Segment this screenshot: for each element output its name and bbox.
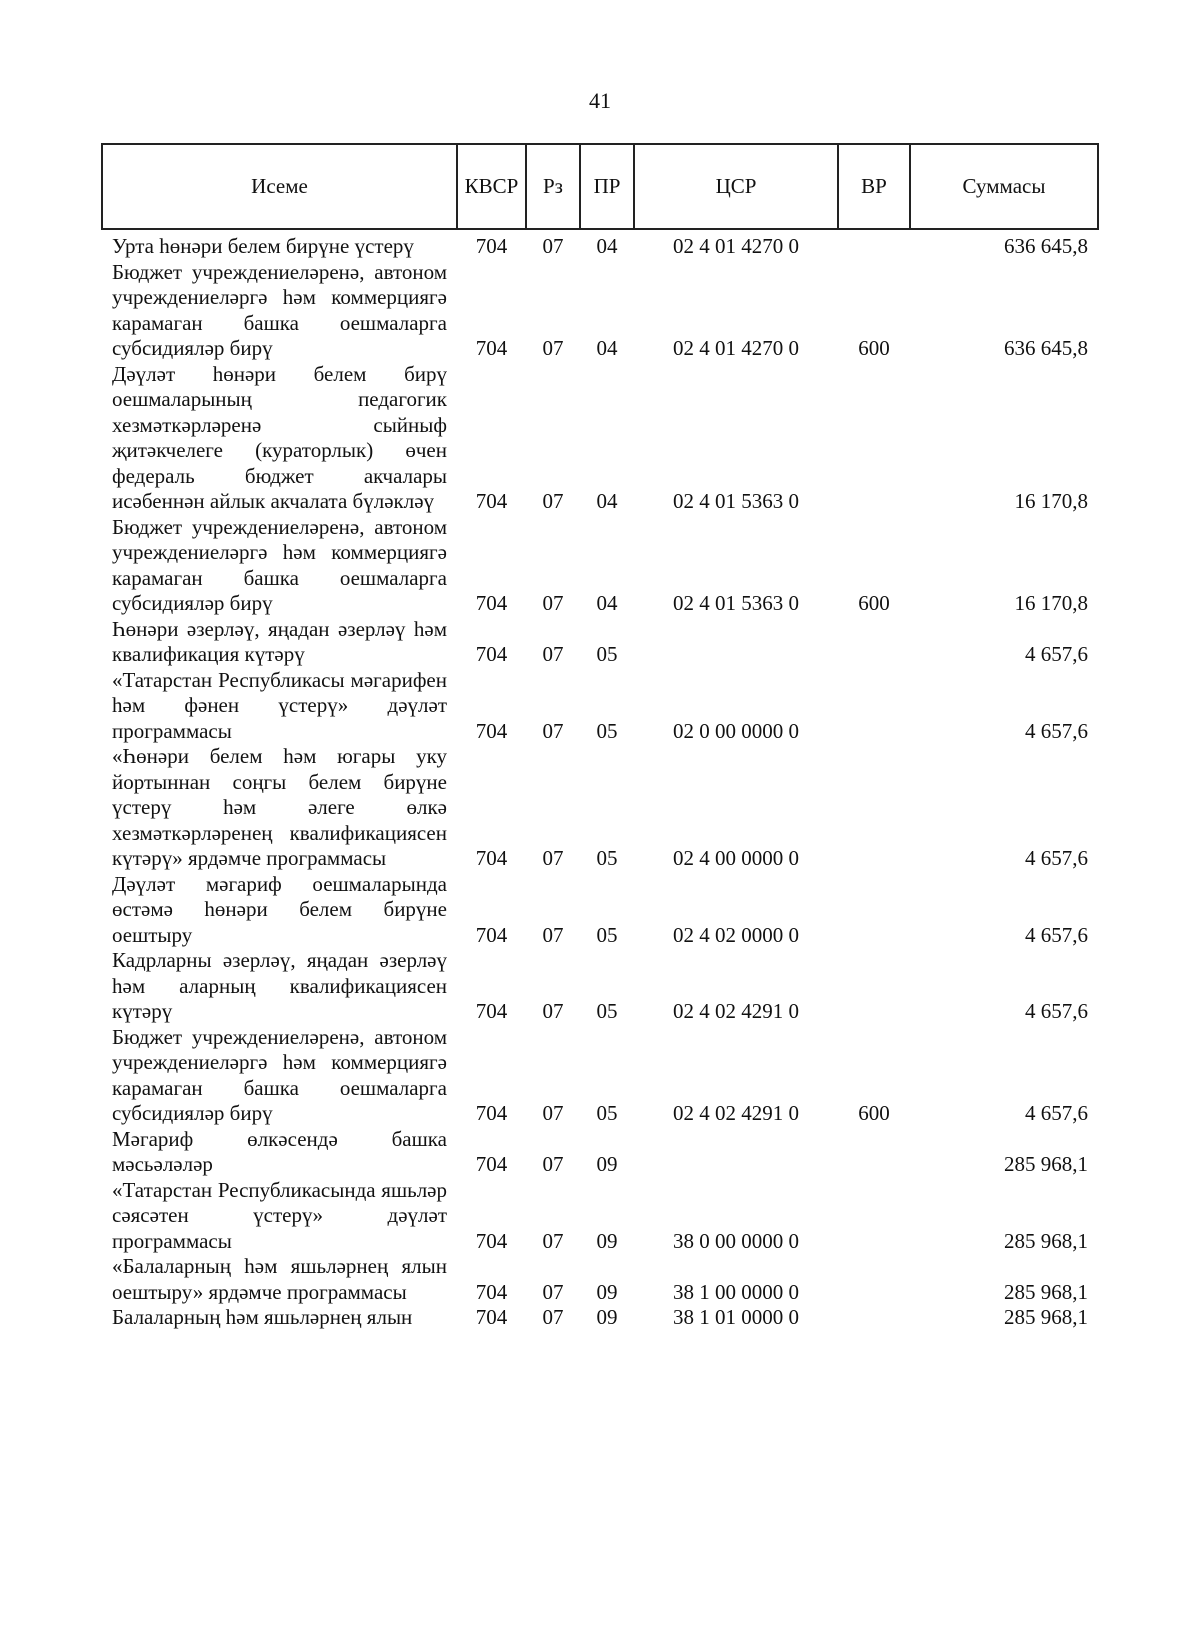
cell-name: Һөнәри әзерләү, яңадан әзерләү һәм квалификация күтәрү bbox=[112, 616, 447, 666]
cell-csr: 02 4 01 4270 0 bbox=[673, 336, 799, 360]
cell-pr: 09 bbox=[596, 1228, 618, 1253]
cell-name: Урта һөнәри белем бирүне үстерү bbox=[112, 234, 414, 258]
cell-sum: 4 657,6 bbox=[1025, 922, 1088, 947]
cell-rz: 07 bbox=[542, 234, 564, 258]
table-row bbox=[102, 1305, 1098, 1331]
page-number: 41 bbox=[589, 88, 611, 113]
cell-sum: 636 645,8 bbox=[1004, 234, 1088, 258]
cell-pr: 09 bbox=[596, 1305, 618, 1329]
table-row bbox=[102, 1254, 1098, 1305]
header-sum: Суммасы bbox=[910, 144, 1098, 229]
cell-kvsr: 704 bbox=[475, 1279, 508, 1304]
cell-vr bbox=[838, 1305, 910, 1331]
cell-csr: 02 4 02 0000 0 bbox=[673, 922, 799, 947]
cell-kvsr: 704 bbox=[475, 922, 508, 947]
cell-pr: 05 bbox=[596, 922, 618, 947]
table-header-row bbox=[102, 144, 1098, 229]
cell-sum: 636 645,8 bbox=[1004, 336, 1088, 360]
cell-vr bbox=[838, 1127, 910, 1178]
table-row bbox=[102, 617, 1098, 668]
cell-name: Бюджет учреждениеләренә, автоном учреждениеләргә һәм коммерциягә карамаган башка оешмаларга субсидияләр бирү bbox=[112, 259, 447, 360]
cell-vr bbox=[838, 948, 910, 1025]
cell-csr: 02 4 00 0000 0 bbox=[673, 846, 799, 870]
cell-csr: 02 4 01 4270 0 bbox=[673, 234, 799, 258]
cell-name: Дәүләт һөнәри белем бирү оешмаларының педагогик хезмәткәрләренә сыйныф җитәкчелеге (кураторлык) өчен федераль бюджет акчалары исәбеннән айлык акчалата бүләкләү bbox=[112, 361, 447, 513]
cell-vr bbox=[838, 1178, 910, 1255]
cell-csr: 02 0 00 0000 0 bbox=[673, 718, 799, 743]
cell-rz: 07 bbox=[542, 336, 564, 360]
table-row bbox=[102, 948, 1098, 1025]
cell-kvsr: 704 bbox=[475, 999, 508, 1023]
cell-kvsr: 704 bbox=[475, 489, 508, 513]
cell-rz: 07 bbox=[542, 591, 564, 615]
cell-pr: 09 bbox=[596, 1152, 618, 1176]
cell-name: «Татарстан Республикасы мәгарифен һәм фәнен үстерү» дәүләт программасы bbox=[112, 667, 447, 743]
cell-pr: 05 bbox=[596, 718, 618, 743]
header-kvsr: КВСР bbox=[457, 144, 526, 229]
cell-kvsr: 704 bbox=[475, 1305, 508, 1329]
cell-pr: 05 bbox=[596, 846, 618, 870]
cell-pr: 04 bbox=[596, 336, 618, 360]
cell-name: «Балаларның һәм яшьләрнең ялын оештыру» ярдәмче программасы bbox=[112, 1254, 447, 1304]
cell-csr: 02 4 01 5363 0 bbox=[673, 591, 799, 615]
table-row bbox=[102, 744, 1098, 872]
cell-sum: 4 657,6 bbox=[1025, 846, 1088, 870]
cell-kvsr: 704 bbox=[475, 234, 508, 258]
cell-sum: 285 968,1 bbox=[1004, 1152, 1088, 1176]
header-csr: ЦСР bbox=[634, 144, 838, 229]
cell-vr bbox=[838, 362, 910, 515]
cell-csr: 38 1 01 0000 0 bbox=[673, 1305, 799, 1329]
cell-sum: 285 968,1 bbox=[1004, 1228, 1088, 1253]
cell-sum: 285 968,1 bbox=[1004, 1305, 1088, 1329]
cell-rz: 07 bbox=[542, 1101, 564, 1125]
cell-vr bbox=[838, 1254, 910, 1305]
table-row bbox=[102, 260, 1098, 362]
cell-vr bbox=[838, 872, 910, 949]
cell-kvsr: 704 bbox=[475, 336, 508, 360]
cell-csr: 02 4 02 4291 0 bbox=[673, 999, 799, 1023]
cell-pr: 05 bbox=[596, 1101, 618, 1125]
cell-pr: 04 bbox=[596, 591, 618, 615]
table-body bbox=[102, 229, 1098, 1331]
cell-pr: 04 bbox=[596, 234, 618, 258]
cell-csr: 38 1 00 0000 0 bbox=[673, 1279, 799, 1304]
cell-pr: 05 bbox=[596, 642, 618, 666]
cell-sum: 16 170,8 bbox=[1014, 489, 1088, 513]
cell-vr: 600 bbox=[858, 1101, 890, 1125]
cell-name: Дәүләт мәгариф оешмаларында өстәмә һөнәри белем бирүне оештыру bbox=[112, 871, 447, 947]
table-row bbox=[102, 872, 1098, 949]
header-vr: ВР bbox=[838, 144, 910, 229]
cell-csr: 38 0 00 0000 0 bbox=[673, 1228, 799, 1253]
table-row bbox=[102, 1178, 1098, 1255]
header-pr: ПР bbox=[580, 144, 634, 229]
cell-kvsr: 704 bbox=[475, 591, 508, 615]
cell-vr bbox=[838, 229, 910, 260]
cell-sum: 4 657,6 bbox=[1025, 1101, 1088, 1125]
cell-sum: 4 657,6 bbox=[1025, 999, 1088, 1023]
budget-table bbox=[101, 143, 1099, 1331]
cell-csr bbox=[634, 617, 838, 668]
cell-pr: 05 bbox=[596, 999, 618, 1023]
cell-vr: 600 bbox=[858, 336, 890, 360]
cell-vr: 600 bbox=[858, 591, 890, 615]
cell-kvsr: 704 bbox=[475, 1101, 508, 1125]
cell-name: Мәгариф өлкәсендә башка мәсьәләләр bbox=[112, 1126, 447, 1176]
cell-rz: 07 bbox=[542, 1279, 564, 1304]
cell-rz: 07 bbox=[542, 718, 564, 743]
cell-sum: 4 657,6 bbox=[1025, 718, 1088, 743]
cell-vr bbox=[838, 617, 910, 668]
cell-pr: 04 bbox=[596, 489, 618, 513]
cell-csr: 02 4 02 4291 0 bbox=[673, 1101, 799, 1125]
cell-sum: 285 968,1 bbox=[1004, 1279, 1088, 1304]
table-row bbox=[102, 1127, 1098, 1178]
cell-rz: 07 bbox=[542, 1228, 564, 1253]
table-row bbox=[102, 362, 1098, 515]
cell-name: Кадрларны әзерләү, яңадан әзерләү һәм аларның квалификациясен күтәрү bbox=[112, 948, 447, 1023]
cell-name: Бюджет учреждениеләренә, автоном учреждениеләргә һәм коммерциягә карамаган башка оешмаларга субсидияләр бирү bbox=[112, 514, 447, 615]
cell-name: «Һөнәри белем һәм югары уку йортыннан соңгы белем бирүне үстерү һәм әлеге өлкә хезмәткәрләренең квалификациясен күтәрү» ярдәмче программасы bbox=[112, 744, 447, 870]
table-row bbox=[102, 668, 1098, 745]
cell-sum: 4 657,6 bbox=[1025, 642, 1088, 666]
header-rz: Рз bbox=[526, 144, 580, 229]
cell-rz: 07 bbox=[542, 846, 564, 870]
cell-rz: 07 bbox=[542, 1305, 564, 1329]
cell-csr: 02 4 01 5363 0 bbox=[673, 489, 799, 513]
cell-csr bbox=[634, 1127, 838, 1178]
cell-kvsr: 704 bbox=[475, 642, 508, 666]
cell-sum: 16 170,8 bbox=[1014, 591, 1088, 615]
table-row bbox=[102, 515, 1098, 617]
cell-name: «Татарстан Республикасында яшьләр сәясәтен үстерү» дәүләт программасы bbox=[112, 1177, 447, 1253]
cell-kvsr: 704 bbox=[475, 718, 508, 743]
cell-rz: 07 bbox=[542, 489, 564, 513]
cell-vr bbox=[838, 668, 910, 745]
cell-rz: 07 bbox=[542, 642, 564, 666]
cell-kvsr: 704 bbox=[475, 846, 508, 870]
table-row bbox=[102, 1025, 1098, 1127]
table-row bbox=[102, 229, 1098, 260]
cell-rz: 07 bbox=[542, 922, 564, 947]
cell-name: Балаларның һәм яшьләрнең ялын bbox=[112, 1305, 413, 1329]
cell-kvsr: 704 bbox=[475, 1228, 508, 1253]
header-name: Исеме bbox=[102, 144, 457, 229]
cell-kvsr: 704 bbox=[475, 1152, 508, 1176]
cell-rz: 07 bbox=[542, 1152, 564, 1176]
cell-name: Бюджет учреждениеләренә, автоном учреждениеләргә һәм коммерциягә карамаган башка оешмаларга субсидияләр бирү bbox=[112, 1024, 447, 1125]
cell-rz: 07 bbox=[542, 999, 564, 1023]
cell-pr: 09 bbox=[596, 1279, 618, 1304]
cell-vr bbox=[838, 744, 910, 872]
